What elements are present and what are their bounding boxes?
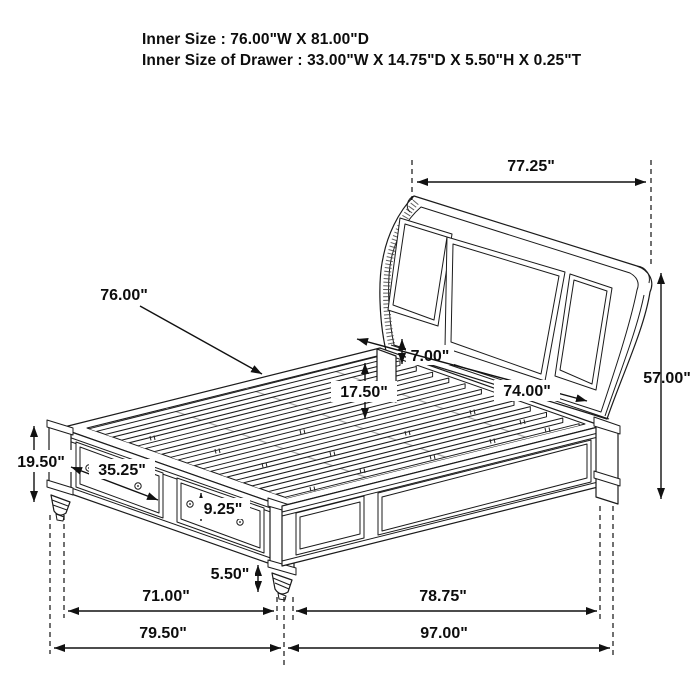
dim-label-footboard-outer-width: 79.50" xyxy=(139,625,187,642)
footboard-center-foot xyxy=(272,573,292,600)
inner-size-text: Inner Size : 76.00"W X 81.00"D xyxy=(142,31,370,48)
inner-drawer-size-text: Inner Size of Drawer : 33.00"W X 14.75"D X 5.50"H X 0.25"T xyxy=(142,52,582,69)
dimension-rail-inner-length xyxy=(296,588,597,611)
dim-label-drawer-width: 35.25" xyxy=(98,462,146,479)
dimension-foot-height xyxy=(205,563,258,592)
dim-label-headboard-height: 57.00" xyxy=(643,370,691,387)
dim-label-headboard-inner-width: 74.00" xyxy=(503,383,551,400)
dim-label-foot-height: 5.50" xyxy=(210,566,250,583)
dimension-slat-length xyxy=(100,287,262,374)
dim-label-overall-length: 97.00" xyxy=(420,625,468,642)
dim-label-rail-inner-length: 78.75" xyxy=(419,588,467,605)
dimension-footboard-inner-width xyxy=(68,588,274,611)
dim-label-footboard-inner-width: 71.00" xyxy=(142,588,190,605)
dim-label-headboard-gap: 7.00" xyxy=(410,348,450,365)
dimension-footboard-outer-width xyxy=(54,625,281,648)
dim-label-slat-span: 17.50" xyxy=(340,384,388,401)
dimension-headboard-height xyxy=(643,273,691,499)
dim-label-drawer-height: 9.25" xyxy=(203,501,243,518)
dim-label-footboard-height: 19.50" xyxy=(17,454,65,471)
headboard-right-post xyxy=(594,417,620,504)
footboard-left-foot xyxy=(51,495,70,521)
dimension-overall-length xyxy=(288,625,610,648)
dimension-headboard-width xyxy=(417,158,646,182)
dim-label-headboard-width: 77.25" xyxy=(507,158,555,175)
dim-label-slat-length: 76.00" xyxy=(100,287,148,304)
